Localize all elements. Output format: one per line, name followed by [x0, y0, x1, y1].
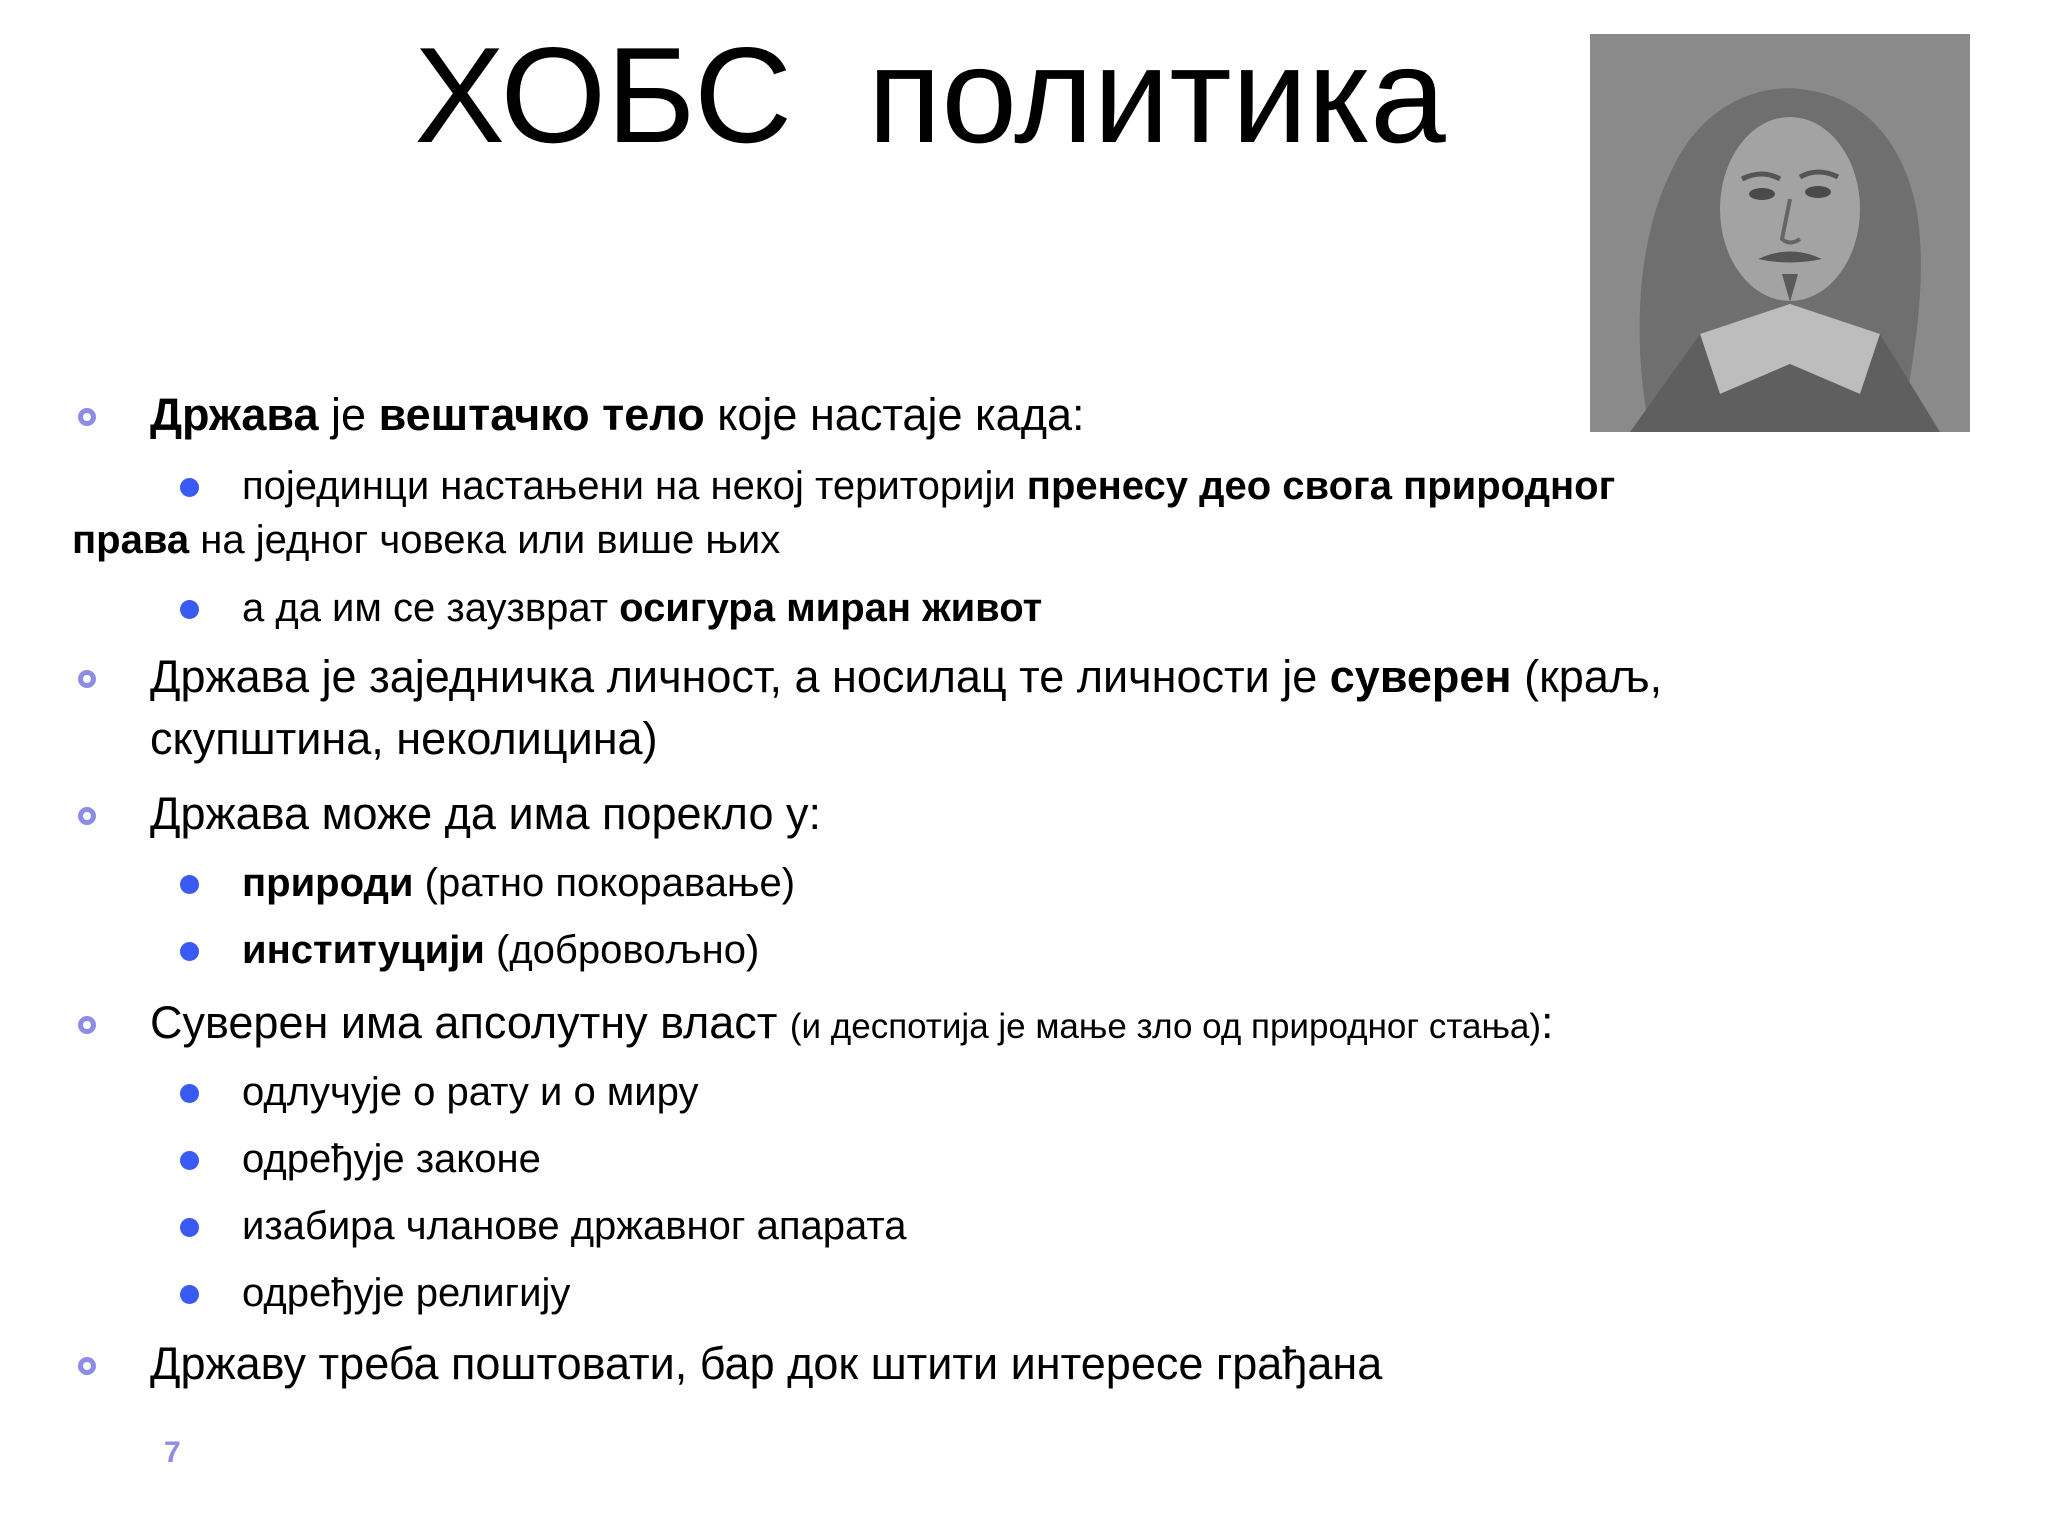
bold-term: осигура миран живот [619, 586, 1043, 630]
level1-bullet-icon [78, 670, 96, 688]
sub-bullet-war-peace: одлучује о рату и о миру [242, 1070, 699, 1114]
level2-bullet-icon [180, 942, 199, 961]
sub-bullet-religion: одређује религију [242, 1271, 571, 1315]
bullet-state-artificial-body: Држава је вештачко тело које настаје када: [150, 389, 1085, 440]
sub-bullet-nature: природи (ратно покоравање) [242, 861, 796, 905]
sub-bullet-state-apparatus: изабира чланове државног апарата [242, 1204, 907, 1248]
sub-bullet-transfer-rights: појединци настањени на некој територији пренесу део свога природног [242, 464, 1616, 508]
bold-term: институцији [242, 928, 485, 972]
bullet-state-common-person-continued: скупштина, неколицина) [150, 713, 658, 764]
bold-term: пренесу део свога природног [1026, 464, 1616, 508]
level2-bullet-icon [180, 478, 199, 497]
level1-bullet-icon [78, 1357, 96, 1375]
slide-title: ХОБС политика [414, 19, 1446, 171]
bold-term: вештачко тело [378, 389, 705, 440]
bold-term: Држава [150, 389, 319, 440]
level2-bullet-icon [180, 1285, 199, 1304]
hobbes-portrait-image [1590, 34, 1970, 432]
page-number: 7 [164, 1436, 181, 1469]
sub-bullet-peaceful-life: а да им се заузврат осигура миран живот [242, 586, 1043, 630]
bold-term: права [72, 518, 190, 562]
level1-bullet-icon [78, 1016, 96, 1034]
level1-bullet-icon [78, 408, 96, 426]
bold-term: суверен [1329, 651, 1512, 702]
bullet-state-common-person: Држава је заједничка личност, а носилац те личности је суверен (краљ, [150, 651, 1663, 702]
level2-bullet-icon [180, 1218, 199, 1237]
sub-bullet-laws: одређује законе [242, 1137, 541, 1181]
bold-term: природи [242, 861, 414, 905]
bullet-respect-state: Државу треба поштовати, бар док штити интересе грађана [150, 1338, 1383, 1389]
bullet-sovereign-absolute-power: Суверен има апсолутну власт (и деспотија је мање зло од природног стања): [150, 997, 1554, 1048]
level2-bullet-icon [180, 875, 199, 894]
bullet-state-origin: Држава може да има порекло у: [150, 788, 821, 839]
level1-bullet-icon [78, 807, 96, 825]
sub-bullet-institution: институцији (добровољно) [242, 928, 760, 972]
level2-bullet-icon [180, 1084, 199, 1103]
sub-bullet-transfer-rights-continued: права на једног човека или више њих [72, 518, 781, 562]
level2-bullet-icon [180, 600, 199, 619]
level2-bullet-icon [180, 1151, 199, 1170]
